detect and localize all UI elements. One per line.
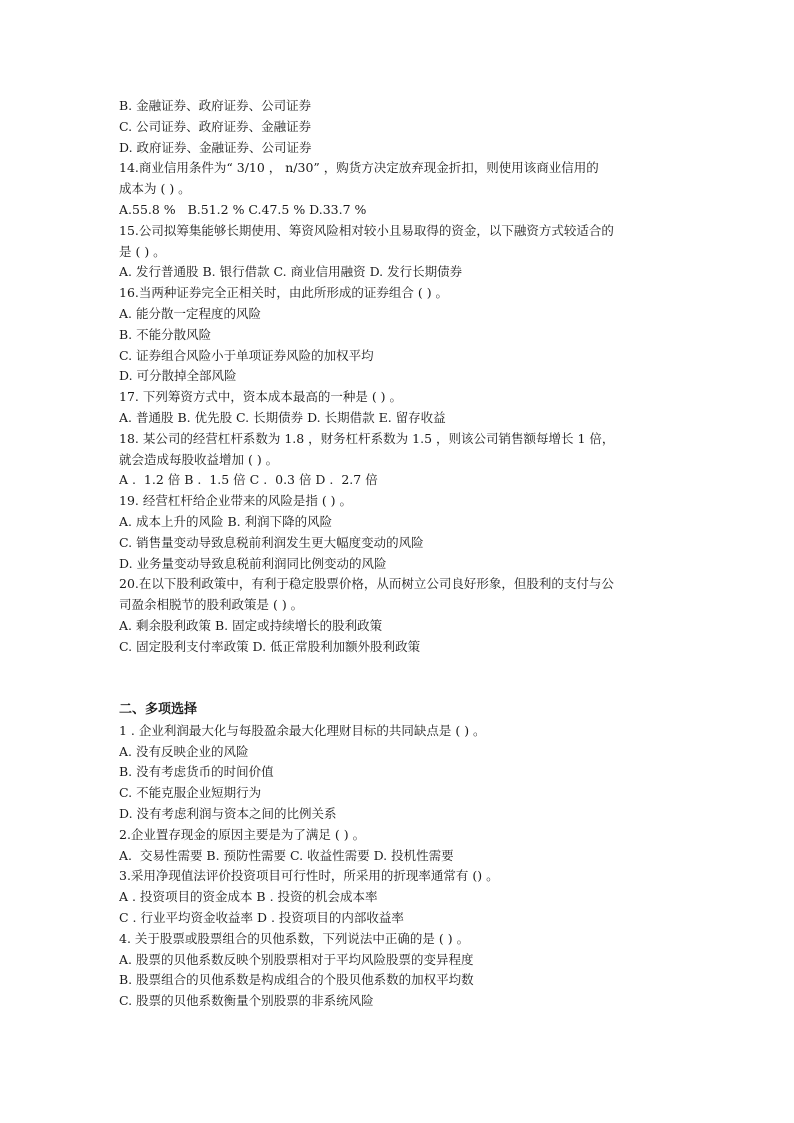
text-line: A . 投资项目的资金成本 B . 投资的机会成本率 — [119, 889, 378, 905]
text-line: A. 发行普通股 B. 银行借款 C. 商业信用融资 D. 发行长期债券 — [119, 264, 463, 280]
text-line: A. 能分散一定程度的风险 — [119, 305, 261, 321]
text-line: A. 普通股 B. 优先股 C. 长期债券 D. 长期借款 E. 留存收益 — [119, 409, 446, 425]
text-line: D. 政府证券、金融证券、公司证券 — [119, 139, 312, 155]
text-line: C. 固定股利支付率政策 D. 低正常股利加额外股利政策 — [119, 638, 421, 654]
text-line: 就会造成每股收益增加 ( ) 。 — [119, 451, 279, 467]
question-14: 14.商业信用条件为“ 3/10 ， n/30” ，购货方决定放弃现金折扣，则使用该商业信用的 — [119, 160, 599, 176]
question-19: 19. 经营杠杆给企业带来的风险是指 ( ) 。 — [119, 493, 353, 509]
question-17: 17. 下列筹资方式中，资本成本最高的一种是 ( ) 。 — [119, 389, 403, 405]
section-heading: 二、多项选择 — [119, 702, 198, 717]
question-16: 16.当两种证券完全正相关时，由此所形成的证券组合 ( ) 。 — [119, 285, 449, 301]
text-line: C. 公司证券、政府证券、金融证券 — [119, 118, 312, 134]
text-line: 成本为 ( ) 。 — [119, 181, 191, 197]
question-3: 3.采用净现值法评价投资项目可行性时，所采用的折现率通常有 () 。 — [119, 868, 499, 884]
text-line: D. 业务量变动导致息税前利润同比例变动的风险 — [119, 555, 387, 571]
question-2: 2.企业置存现金的原因主要是为了满足 ( ) 。 — [119, 826, 366, 842]
question-15: 15.公司拟筹集能够长期使用、筹资风险相对较小且易取得的资金，以下融资方式较适合的 — [119, 222, 614, 238]
text-line: 司盈余相脱节的股利政策是 ( ) 。 — [119, 597, 304, 613]
text-line: C. 不能克服企业短期行为 — [119, 785, 262, 801]
text-line: C . 行业平均资金收益率 D . 投资项目的内部收益率 — [119, 909, 404, 925]
question-4: 4. 关于股票或股票组合的贝他系数，下列说法中正确的是 ( ) 。 — [119, 930, 470, 946]
text-line: A . 1.2 倍 B . 1.5 倍 C . 0.3 倍 D . 2.7 倍 — [119, 472, 378, 488]
text-line: C. 股票的贝他系数衡量个别股票的非系统风险 — [119, 993, 374, 1009]
question-18: 18. 某公司的经营杠杆系数为 1.8 ，财务杠杆系数为 1.5 ，则该公司销售额每增长 1 倍， — [119, 430, 615, 446]
text-line: A. 股票的贝他系数反映个别股票相对于平均风险股票的变异程度 — [119, 951, 474, 967]
text-line: A. 成本上升的风险 B. 利润下降的风险 — [119, 513, 333, 529]
multiple-choice-section — [119, 700, 679, 1012]
text-line: B. 股票组合的贝他系数是构成组合的个股贝他系数的加权平均数 — [119, 972, 474, 988]
text-line: C. 销售量变动导致息税前利润发生更大幅度变动的风险 — [119, 534, 424, 550]
text-line: B. 没有考虑货币的时间价值 — [119, 764, 274, 780]
single-choice-continued — [119, 96, 679, 658]
text-line: A.55.8 % B.51.2 % C.47.5 % D.33.7 % — [119, 201, 367, 217]
text-line: 是 ( ) 。 — [119, 243, 166, 259]
text-line: A. 剩余股利政策 B. 固定或持续增长的股利政策 — [119, 617, 383, 633]
question-1: 1 . 企业利润最大化与每股盈余最大化理财目标的共同缺点是 ( ) 。 — [119, 722, 486, 738]
text-line: B. 金融证券、政府证券、公司证券 — [119, 98, 312, 113]
text-line: D. 可分散掉全部风险 — [119, 368, 237, 384]
text-line: C. 证券组合风险小于单项证券风险的加权平均 — [119, 347, 374, 363]
text-line: A. 交易性需要 B. 预防性需要 C. 收益性需要 D. 投机性需要 — [119, 847, 454, 863]
question-20: 20.在以下股利政策中，有利于稳定股票价格，从而树立公司良好形象，但股利的支付与公 — [119, 576, 614, 592]
text-line: D. 没有考虑利润与资本之间的比例关系 — [119, 805, 337, 821]
text-line: A. 没有反映企业的风险 — [119, 743, 249, 759]
text-line: B. 不能分散风险 — [119, 326, 212, 342]
